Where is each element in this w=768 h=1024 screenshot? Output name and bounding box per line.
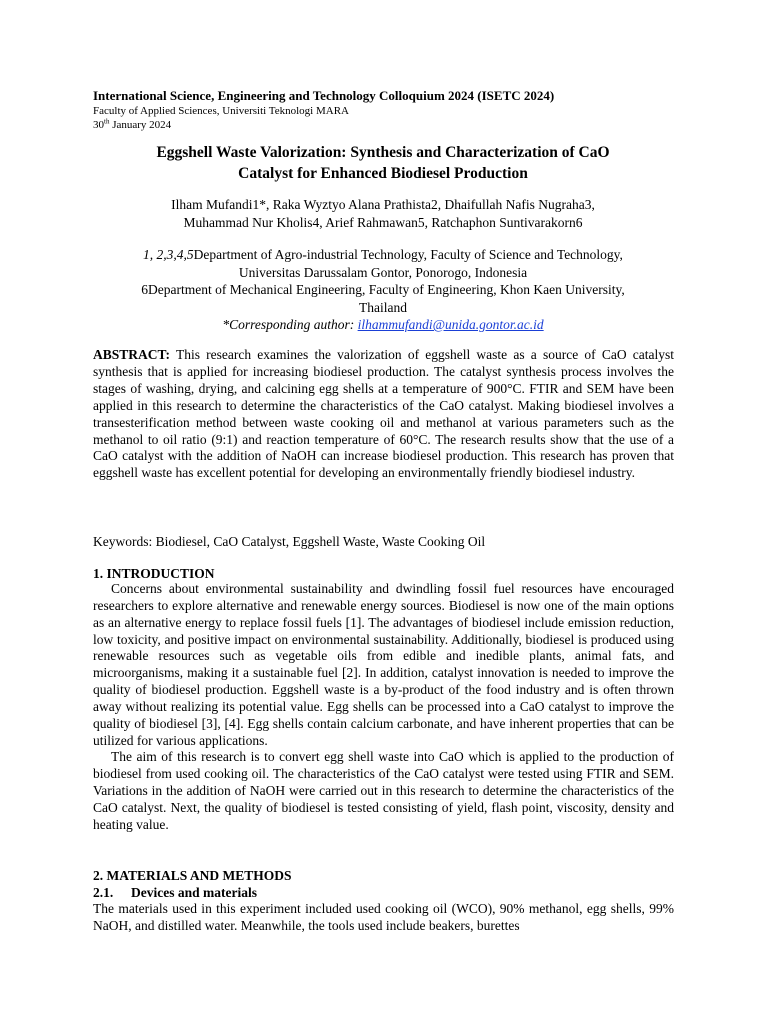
affiliation-1: 1, 2,3,4,5Department of Agro-industrial Technology, Faculty of Science and Technology, — [143, 247, 623, 262]
faculty-line: Faculty of Applied Sciences, Universiti Teknologi MARA — [93, 105, 349, 117]
conference-date: 30th January 2024 — [93, 117, 172, 131]
introduction-paragraph-1: Concerns about environmental sustainability and dwindling fossil fuel resources have encouraged researchers to explore alternative and renewable energy sources. Biodiesel is now one of the main options as an alternative energy to replace fossil fuels [1]. The advantages of biodiesel include emission reduction, low toxicity, and positive impact on environmental sustainability. Additionally, biodiesel is produced using renewable resources such as vegetable oils from edible and inedible plants, animal fats, and microorganisms, making it a sustainable fuel [2]. In addition, catalyst innovation is needed to improve the quality of biodiesel production. Eggshell waste is a by-product of the food industry and is often thrown away without realizing its potential value. Egg shells can be processed into a CaO catalyst to improve the quality of biodiesel [3], [4]. Egg shells contain calcium carbonate, and have inherent properties that can be utilized for various applications. — [93, 581, 674, 748]
abstract-label: ABSTRACT: — [93, 347, 171, 362]
author-list: Ilham Mufandi1*, Raka Wyztyo Alana Prathista2, Dhaifullah Nafis Nugraha3, Muhammad Nur Kholis4, Arief Rahmawan5, Ratchaphon Suntivarakorn6 — [171, 197, 595, 230]
introduction-paragraph-2: The aim of this research is to convert egg shell waste into CaO which is applied to the production of biodiesel from used cooking oil. The characteristics of the CaO catalyst were tested using FTIR and SEM. Variations in the addition of NaOH were carried out in this research to determine the characteristics of the CaO catalyst. Next, the quality of biodiesel is tested consisting of yield, flash point, viscosity, density and heating value. — [93, 749, 674, 832]
section-heading-methods: 2. MATERIALS AND METHODS — [93, 868, 292, 883]
corresponding-email-link[interactable]: ilhammufandi@unida.gontor.ac.id — [357, 317, 544, 332]
abstract — [93, 347, 674, 482]
affiliations: 1, 2,3,4,5Department of Agro-industrial Technology, Faculty of Science and Technology, Universitas Darussalam Gontor, Ponorogo, Indonesia 6Department of Mechanical Engineering, Faculty of Engineering, Khon Kaen University, Thailand *Corresponding author: ilhammufandi@unida.gontor.ac.id — [93, 246, 673, 334]
methods-body — [93, 901, 674, 935]
corresponding-author: *Corresponding author: ilhammufandi@unida.gontor.ac.id — [222, 317, 544, 332]
conference-title: International Science, Engineering and Technology Colloquium 2024 (ISETC 2024) — [93, 88, 555, 103]
keywords: Keywords: Biodiesel, CaO Catalyst, Eggshell Waste, Waste Cooking Oil — [93, 534, 486, 549]
paper-title: Eggshell Waste Valorization: Synthesis and Characterization of CaO Catalyst for Enhanced Biodiesel Production — [156, 144, 610, 182]
methods-paragraph-1: The materials used in this experiment included used cooking oil (WCO), 90% methanol, egg shells, 99% NaOH, and distilled water. Meanwhile, the tools used include beakers, burettes — [93, 901, 674, 933]
introduction-body — [93, 581, 674, 834]
section-heading-introduction: 1. INTRODUCTION — [93, 566, 215, 581]
subsection-heading-devices: 2.1. Devices and materials — [93, 885, 257, 900]
abstract-text: This research examines the valorization of eggshell waste as a source of CaO catalyst synthesis that is applied for increasing biodiesel production. The catalyst synthesis process involves the stages of washing, drying, and calcining egg shells at a temperature of 900°C. FTIR and SEM have been applied in this research to determine the characteristics of the CaO catalyst. Making biodiesel involves a transesterification method between waste cooking oil and methanol at various parameters such as the methanol to oil ratio (9:1) and reaction temperature of 60°C. The research results show that the use of a CaO catalyst with the addition of NaOH can increase biodiesel production. This research has proven that eggshell waste has excellent potential for developing an environmentally friendly biodiesel industry. — [93, 347, 674, 481]
affiliation-2: 6Department of Mechanical Engineering, Faculty of Engineering, Khon Kaen University, — [141, 282, 625, 297]
conference-header — [93, 88, 693, 132]
